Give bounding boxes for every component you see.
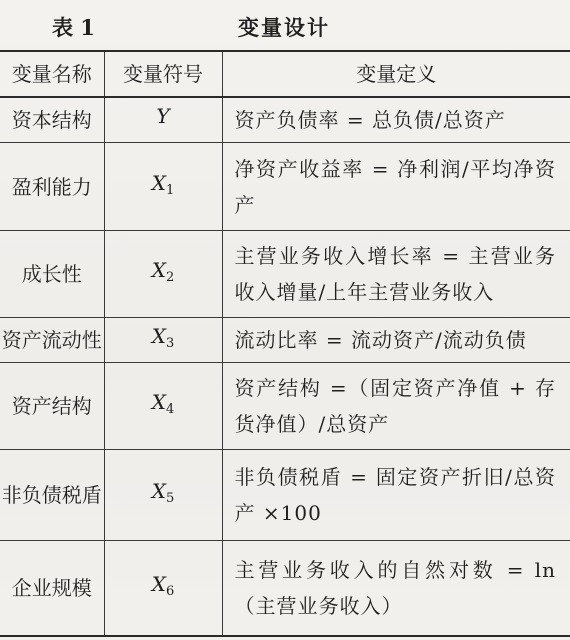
header-variable-definition: 变量定义 xyxy=(222,51,570,97)
variable-symbol xyxy=(104,541,222,637)
variable-name: 资本结构 xyxy=(0,97,104,143)
variable-symbol xyxy=(104,143,222,231)
variable-symbol xyxy=(104,231,222,318)
symbol-subscript: 6 xyxy=(165,584,175,599)
symbol-subscript: 4 xyxy=(165,402,175,417)
table-row xyxy=(0,231,570,318)
symbol-subscript: 5 xyxy=(165,491,175,506)
table-row xyxy=(0,450,570,541)
variable-name: 资产流动性 xyxy=(0,318,104,363)
variable-definition: 资产负债率 = 总负债/总资产 xyxy=(222,97,570,143)
symbol-letter: X xyxy=(151,324,166,348)
symbol-subscript: 2 xyxy=(165,270,175,285)
variable-name: 企业规模 xyxy=(0,541,104,637)
header-variable-symbol: 变量符号 xyxy=(104,51,222,97)
symbol-letter: X xyxy=(151,390,166,414)
variable-definition: 主营业务收入的自然对数 = ln（主营业务收入） xyxy=(222,541,570,637)
variable-definition: 流动比率 = 流动资产/流动负债 xyxy=(222,318,570,363)
table-row xyxy=(0,143,570,231)
header-variable-name: 变量名称 xyxy=(0,51,104,97)
variable-symbol xyxy=(104,450,222,541)
variable-symbol xyxy=(104,318,222,363)
header-row xyxy=(0,51,570,97)
variable-name: 盈利能力 xyxy=(0,143,104,231)
variable-name: 成长性 xyxy=(0,231,104,318)
table-number: 表 1 xyxy=(52,15,95,40)
symbol-letter: X xyxy=(151,572,166,596)
symbol-letter: X xyxy=(151,170,166,195)
variable-name: 非负债税盾 xyxy=(0,450,104,541)
table-row xyxy=(0,318,570,363)
variable-definition: 净资产收益率 = 净利润/平均净资产 xyxy=(222,143,570,231)
symbol-letter: X xyxy=(151,479,166,503)
symbol-subscript: 1 xyxy=(165,182,175,198)
variable-definition: 非负债税盾 = 固定资产折旧/总资产 ×100 xyxy=(222,450,570,541)
table-title: 变量设计 xyxy=(238,15,330,40)
variable-name: 资产结构 xyxy=(0,363,104,450)
symbol-letter: X xyxy=(151,258,166,282)
variable-symbol xyxy=(104,97,222,143)
variable-definition: 主营业务收入增长率 = 主营业务收入增量/上年主营业务收入 xyxy=(222,231,570,318)
symbol-letter: Y xyxy=(156,104,170,128)
variable-definition: 资产结构 =（固定资产净值 + 存货净值）/总资产 xyxy=(222,363,570,450)
table-row xyxy=(0,363,570,450)
symbol-subscript: 3 xyxy=(165,336,175,351)
table-row xyxy=(0,97,570,143)
table-row xyxy=(0,541,570,637)
variable-symbol xyxy=(104,363,222,450)
table-caption xyxy=(0,8,570,48)
variable-design-table xyxy=(0,50,570,637)
